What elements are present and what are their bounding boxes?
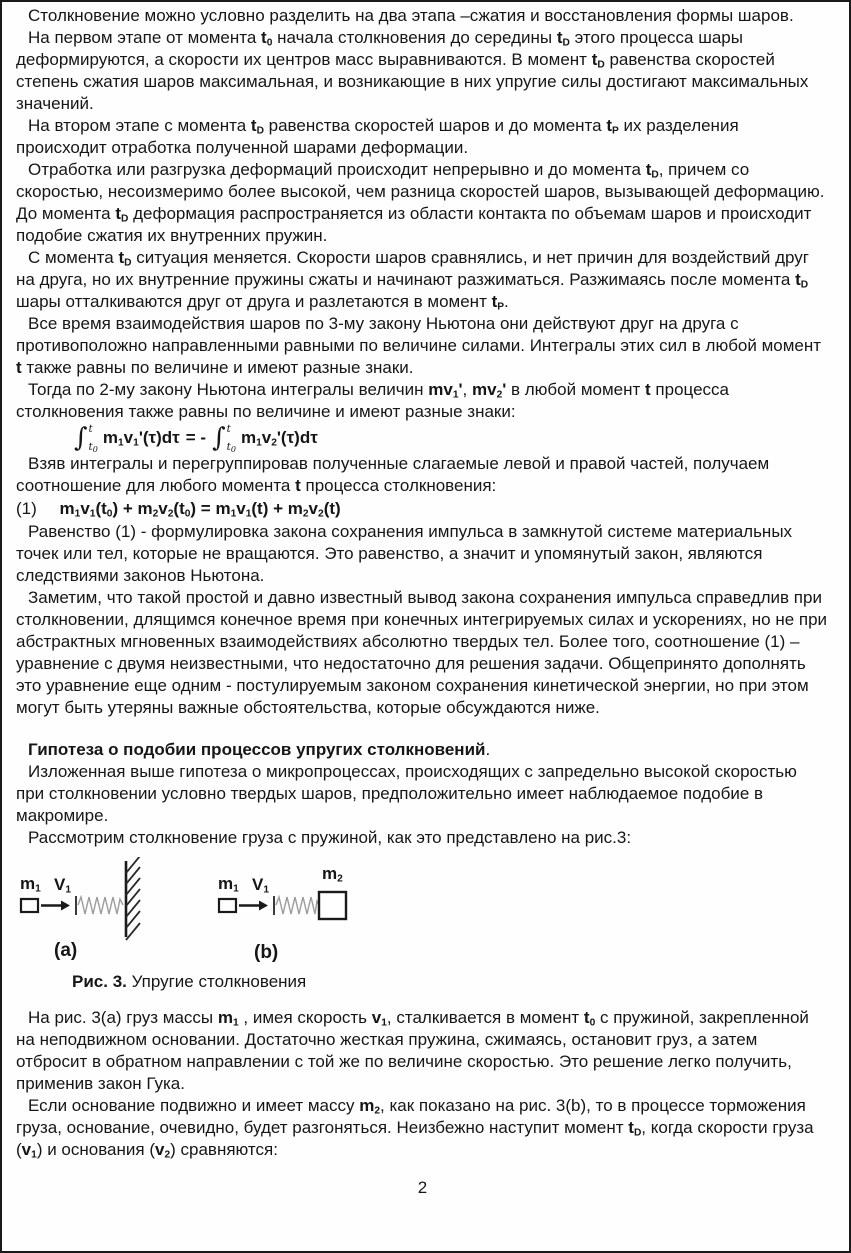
label-v1-a: $V_1$ [54,875,72,896]
equation-1-label: (1) [16,499,37,518]
integral-right [212,423,241,453]
integral-lhs-expression: $m_1v_1'(\tau)d\tau$ [102,428,180,449]
equation-1 [16,497,829,521]
mass-m2-square [319,892,346,919]
paragraph-12: Рассмотрим столкновение груза с пружиной, как это представлено на рис.3: [28,828,632,847]
label-v1-b: $V_1$ [252,875,270,896]
integral-limits [227,423,236,453]
paragraph-6: Все время взаимодействия шаров по 3-му закону Ньютона они действуют друг на друга с противоположно направленными равными по величине силами. Интегралы этих сил в любой момент t также равны по величине и имеют разные знаки. [16,314,822,377]
paragraph-5: С момента $t_D$ ситуация меняется. Скорости шаров сравнялись, и нет причин для воздействий друг на друга, но их внутренние пружины сжаты и начинают разжиматься. Разжимаясь после момента $t_D$ шары отталкиваются друг от друга и разлетаются в момент $t_P$. [16,248,809,313]
integral-limits [89,423,98,453]
paragraph-9: Равенство (1) - формулировка закона сохранения импульса в замкнутой системе материальных точек или тел, которые не вращаются. Это равенство, а значит и упомянутый закон, являются следствиями законов Ньютона. [16,522,793,585]
paragraph-7: Тогда по 2-му закону Ньютона интегралы величин $mv_1'$, $mv_2'$ в любой момент t процесса столкновения также равны по величине и имеют разные знаки: [16,380,729,421]
integral-sign: ∫ [74,423,88,453]
paragraph-2: На первом этапе от момента $t_0$ начала столкновения до середины $t_D$ этого процесса шары деформируются, а скорости их центров масс выравниваются. В момент $t_D$ равенства скоростей степень сжатия шаров максимальная, и возникающие в них упругие силы достигают максимальных значений. [16,28,809,113]
paragraph-1: Столкновение можно условно разделить на два этапа –сжатия и восстановления формы шаров. [28,6,794,25]
mass-m1-square-b [219,899,236,912]
integral-upper-limit: t [88,423,93,435]
section-heading: Гипотеза о подобии процессов упругих столкновений. [28,740,491,759]
velocity-arrowhead-a [61,901,70,911]
mass-m1-square-a [21,899,38,912]
integral-rhs-expression: $m_1v_2'(\tau)d\tau$ [240,428,318,449]
paragraph-14: Если основание подвижно и имеет массу $m_2$, как показано на рис. 3(b), то в процессе торможения груза, основание, очевидно, будет разгоняться. Неизбежно наступит момент $t_D$, когда скорости груза $(v_1)$ и основания $(v_2)$ сравняются: [16,1096,814,1161]
label-m1-a: $m_1$ [20,874,41,895]
velocity-arrowhead-b [259,901,268,911]
integral-lower-limit: $t_0$ [88,441,98,454]
label-panel-a: (a) [54,940,78,961]
paragraph-13: На рис. 3(a) груз массы $m_1$ , имея скорость $v_1$, сталкивается в момент $t_0$ с пружиной, закрепленной на неподвижном основании. Достаточно жесткая пружина, сжимаясь, остановит груз, а затем отбросит в обратном направлении с той же по величине скоростью. Это решение легко получить, применив закон Гука. [16,1008,809,1093]
label-m2-b: $m_2$ [322,864,343,885]
page-number: 2 [417,1178,428,1197]
equation-relation: = - [185,428,207,447]
paragraph-3: На втором этапе с момента $t_D$ равенства скоростей шаров и до момента $t_P$ их разделения происходит отработка полученной шарами деформации. [16,116,739,157]
momentum-integral-equation [16,423,829,453]
figure-caption: Рис. 3. Упругие столкновения [72,972,307,991]
figure-3 [16,857,396,969]
paragraph-10: Заметим, что такой простой и давно известный вывод закона сохранения импульса справедлив при столкновении, длящимся конечное время при конечных интегрируемых силах и ускорениях, но не при абстрактных мгновенных взаимодействиях абсолютно твердых тел. Более того, соотношение (1) – уравнение с двумя неизвестными, что недостаточно для решения задачи. Общепринято дополнять это уравнение еще одним - постулируемым законом сохранения кинетической энергии, но при этом могут быть утеряны важные обстоятельства, которые обсуждаются ниже. [16,588,828,717]
integral-left [74,423,103,453]
paragraph-4: Отработка или разгрузка деформаций происходит непрерывно и до момента $t_D$, причем со скоростью, несоизмеримо более высокой, чем разница скоростей шаров, вызывающей деформацию. До момента $t_D$ деформация распространяется из области контакта по объемам шаров и происходит подобие сжатия их внутренних пружин. [16,160,825,245]
integral-lower-limit: $t_0$ [226,441,236,454]
paragraph-8: Взяв интегралы и перегруппировав полученные слагаемые левой и правой частей, получаем соотношение для любого момента t процесса столкновения: [16,454,770,495]
integral-upper-limit: t [226,423,231,435]
label-panel-b: (b) [254,942,279,963]
integral-sign: ∫ [212,423,226,453]
equation-1-body: $m_1v_1(t_0) + m_2v_2(t_0) = m_1v_1(t) + m_2v_2(t)$ [59,499,341,520]
label-m1-b: $m_1$ [218,874,239,895]
spring-a [78,897,123,914]
spring-b [276,897,319,914]
paragraph-11: Изложенная выше гипотеза о микропроцессах, происходящих с запредельно высокой скоростью при столкновении условно твердых шаров, предположительно имеет наблюдаемое подобие в макромире. [16,762,797,825]
